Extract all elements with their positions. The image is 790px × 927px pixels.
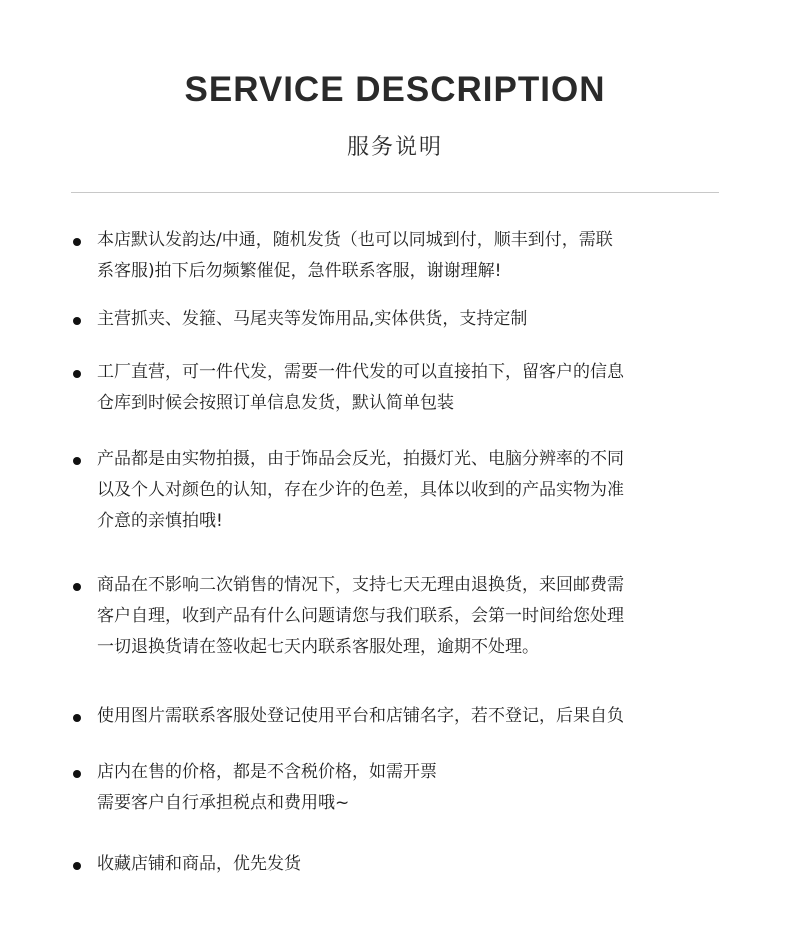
list-item: 本店默认发韵达/中通，随机发货（也可以同城到付，顺丰到付，需联 系客服)拍下后勿频繁催促，急件联系客服，谢谢理解! bbox=[97, 230, 613, 281]
list-item: 商品在不影响二次销售的情况下，支持七天无理由退换货，来回邮费需 客户自理，收到产品有什么问题请您与我们联系，会第一时间给您处理 一切退换货请在签收起七天内联系客服处理，逾期不处理。 bbox=[97, 575, 624, 657]
list-item: 产品都是由实物拍摄，由于饰品会反光，拍摄灯光、电脑分辨率的不同 以及个人对颜色的认知，存在少许的色差，具体以收到的产品实物为准 介意的亲慎拍哦! bbox=[97, 449, 624, 531]
bullet-icon bbox=[73, 370, 81, 378]
bullet-icon bbox=[73, 862, 81, 870]
list-item: 使用图片需联系客服处登记使用平台和店铺名字，若不登记，后果自负 bbox=[97, 706, 624, 726]
bullet-icon bbox=[73, 583, 81, 591]
page-title-chinese: 服务说明 bbox=[346, 135, 443, 160]
bullet-icon bbox=[73, 317, 81, 325]
title-divider bbox=[71, 192, 719, 193]
bullet-icon bbox=[73, 770, 81, 778]
bullet-icon bbox=[73, 238, 81, 246]
list-item: 店内在售的价格，都是不含税价格，如需开票 需要客户自行承担税点和费用哦~ bbox=[97, 762, 437, 813]
bullet-icon bbox=[73, 714, 81, 722]
list-item: 工厂直营，可一件代发，需要一件代发的可以直接拍下，留客户的信息 仓库到时候会按照订单信息发货，默认简单包装 bbox=[97, 362, 624, 413]
list-item: 收藏店铺和商品，优先发货 bbox=[97, 854, 301, 874]
page-title-english: SERVICE DESCRIPTION bbox=[184, 70, 606, 109]
bullet-icon bbox=[73, 457, 81, 465]
list-item: 主营抓夹、发箍、马尾夹等发饰用品,实体供货，支持定制 bbox=[97, 309, 528, 329]
